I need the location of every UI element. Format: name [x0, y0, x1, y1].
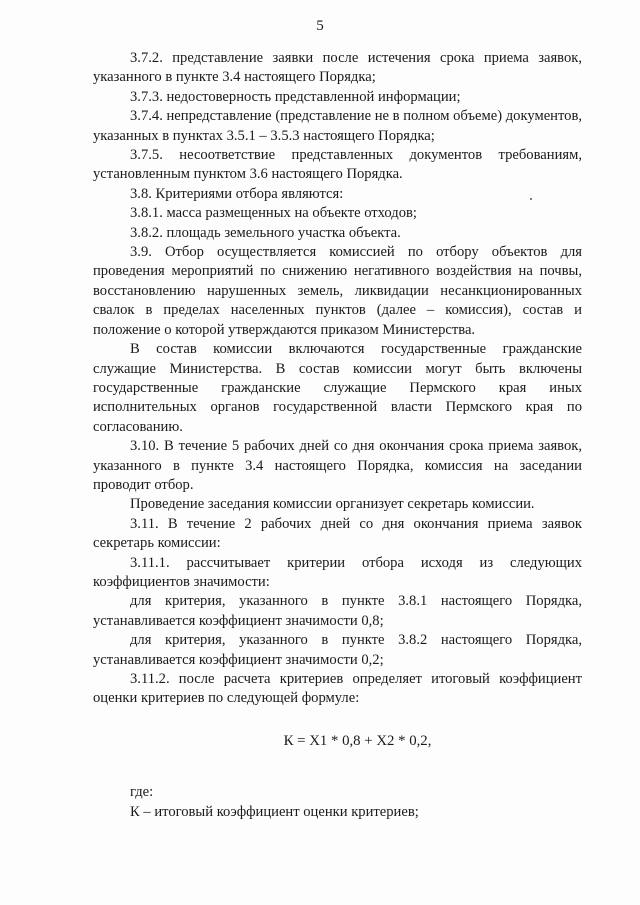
paragraph-3-8-2: 3.8.2. площадь земельного участка объекта.	[130, 224, 401, 241]
paragraph-3-11: 3.11. В течение 2 рабочих дней со дня окончания приема заявок секретарь комиссии:	[93, 515, 582, 552]
page-number: 5	[316, 18, 324, 34]
paragraph-3-10: 3.10. В течение 5 рабочих дней со дня окончания срока приема заявок, указанного в пункте 3.4 настоящего Порядка, комиссия на заседании проводит отбор.	[93, 438, 582, 493]
paragraph-3-11-2: 3.11.2. после расчета критериев определяет итоговый коэффициент оценки критериев по следующей формуле:	[93, 671, 582, 707]
formula: К = Х1 * 0,8 + Х2 * 0,2,	[283, 732, 432, 749]
paragraph-criterion-3-8-2: для критерия, указанного в пункте 3.8.2 настоящего Порядка, устанавливается коэффициент значимости 0,2;	[93, 632, 582, 668]
document-body	[93, 49, 582, 822]
paragraph-3-7-3: 3.7.3. недостоверность представленной информации;	[130, 88, 461, 105]
paragraph-commission-composition: В состав комиссии включаются государственные гражданские служащие Министерства. В состав комиссии могут быть включены государственные гражданские служащие Пермского края иных исполнительных органов государственной власти Пермского края по согласованию.	[93, 341, 582, 435]
paragraph-criterion-3-8-1: для критерия, указанного в пункте 3.8.1 настоящего Порядка, устанавливается коэффициент значимости 0,8;	[93, 593, 582, 629]
paragraph-secretary: Проведение заседания комиссии организует секретарь комиссии.	[130, 496, 535, 513]
paragraph-3-9: 3.9. Отбор осуществляется комиссией по отбору объектов для проведения мероприятий по снижению негативного воздействия на почвы, восстановлению нарушенных земель, ликвидации несанкционированных свалок в пределах населенных пунктов (далее – комиссия), состав и положение о которой утверждаются приказом Министерства.	[93, 244, 582, 338]
paragraph-3-7-2: 3.7.2. представление заявки после истечения срока приема заявок, указанного в пункте 3.4 настоящего Порядка;	[93, 50, 582, 86]
paragraph-3-8-1: 3.8.1. масса размещенных на объекте отходов;	[130, 205, 417, 222]
paragraph-3-7-4: 3.7.4. непредставление (представление не в полном объеме) документов, указанных в пунктах 3.5.1 – 3.5.3 настоящего Порядка;	[93, 108, 582, 144]
paragraph-where: где:	[130, 784, 154, 801]
paragraph-3-11-1: 3.11.1. рассчитывает критерии отбора исходя из следующих коэффициентов значимости:	[93, 554, 582, 590]
paragraph-3-7-5: 3.7.5. несоответствие представленных документов требованиям, установленным пунктом 3.6 настоящего Порядка.	[93, 147, 582, 183]
paragraph-3-8: 3.8. Критериями отбора являются:	[130, 185, 344, 202]
paragraph-k-definition: К – итоговый коэффициент оценки критериев;	[130, 803, 419, 820]
